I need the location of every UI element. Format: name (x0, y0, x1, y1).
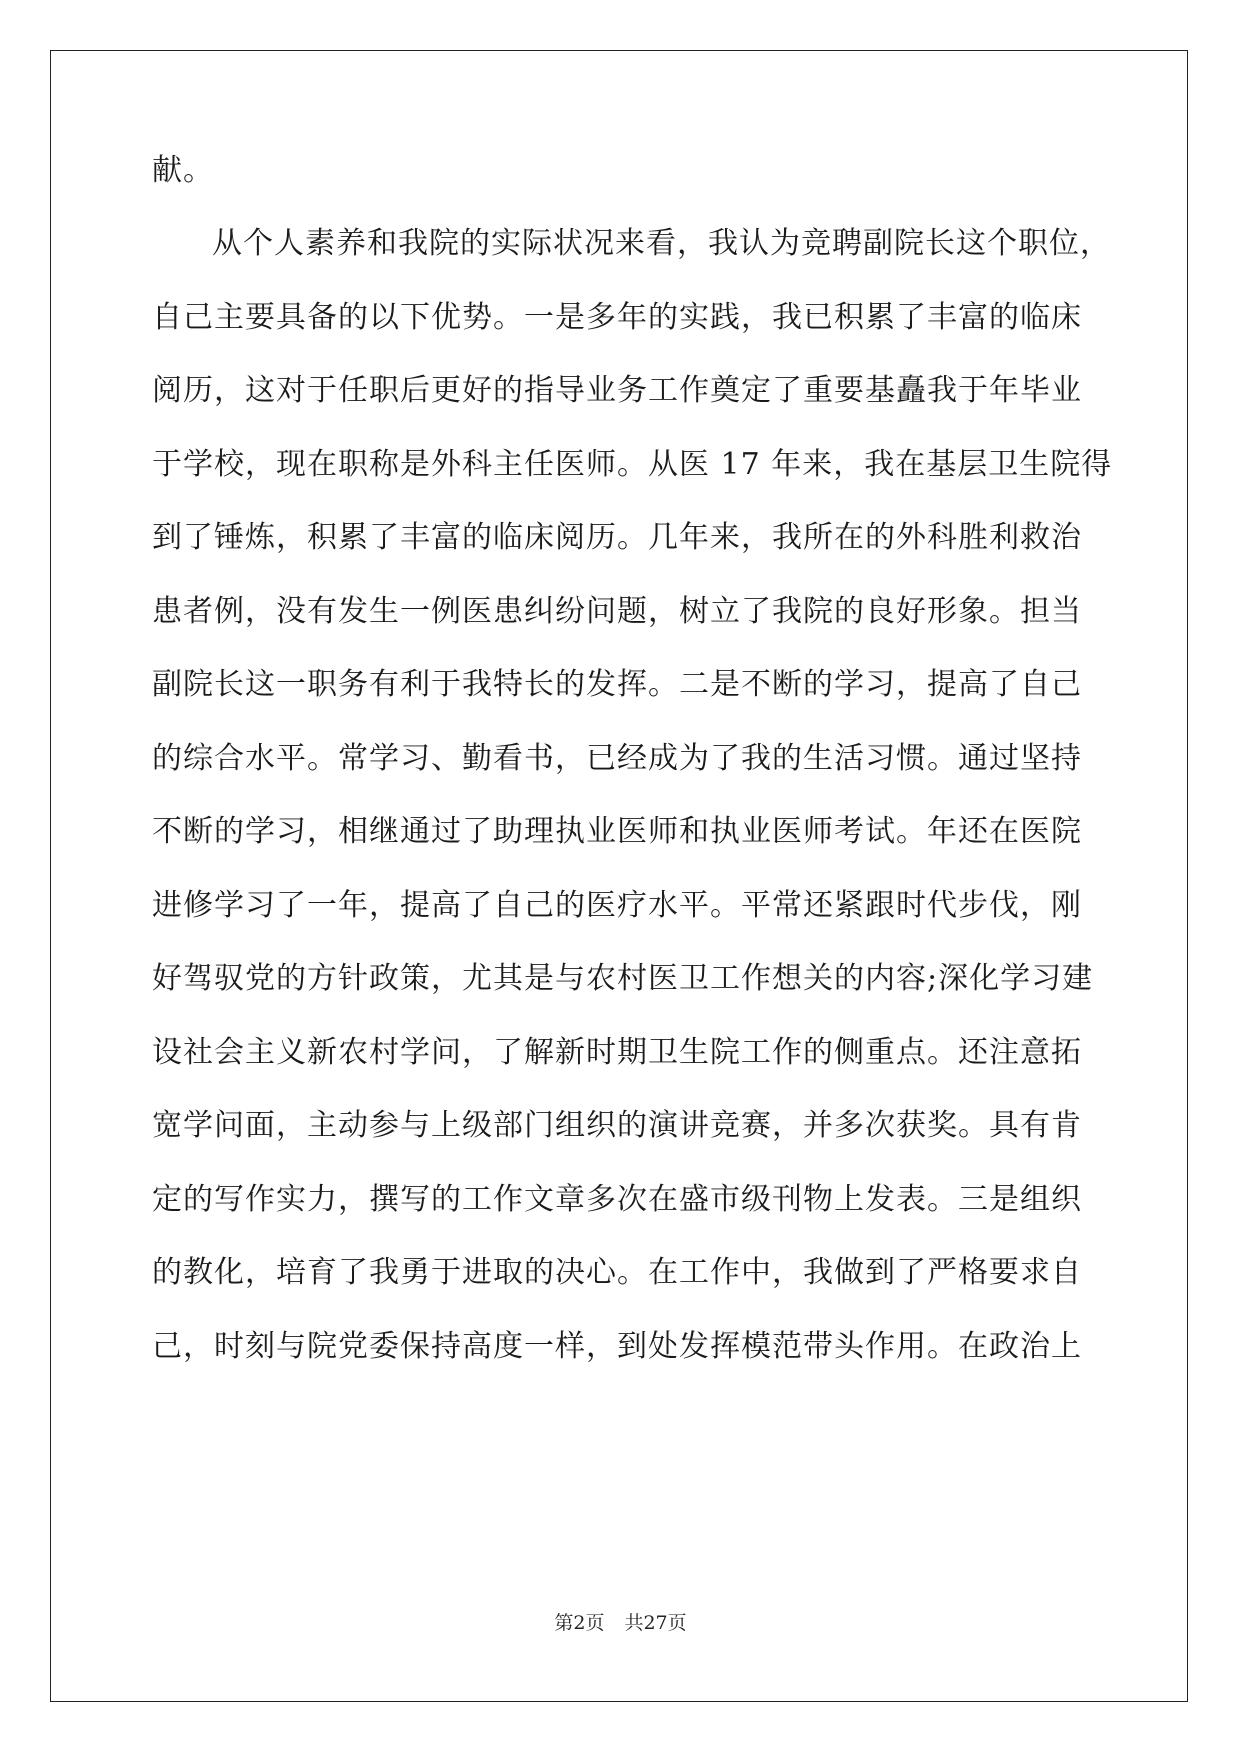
text-line: 副院长这一职务有利于我特长的发挥。二是不断的学习，提高了自己 (152, 667, 1082, 702)
text-line: 宽学问面，主动参与上级部门组织的演讲竞赛，并多次获奖。具有肯 (152, 1108, 1082, 1143)
page-footer (0, 1611, 1241, 1635)
text-line: 的教化，培育了我勇于进取的决心。在工作中，我做到了严格要求自 (152, 1255, 1082, 1290)
text-line: 不断的学习，相继通过了助理执业医师和执业医师考试。年还在医院 (152, 814, 1082, 849)
text-line: 于学校，现在职称是外科主任医师。从医 17 年来，我在基层卫生院得 (152, 447, 1113, 482)
text-line: 患者例，没有发生一例医患纠纷问题，树立了我院的良好形象。担当 (152, 594, 1082, 629)
text-line: 到了锤炼，积累了丰富的临床阅历。几年来，我所在的外科胜利救治 (152, 520, 1082, 555)
text-line: 自己主要具备的以下优势。一是多年的实践，我已积累了丰富的临床 (152, 300, 1082, 335)
text-line: 的综合水平。常学习、勤看书，已经成为了我的生活习惯。通过坚持 (152, 741, 1082, 776)
text-line: 阅历，这对于任职后更好的指导业务工作奠定了重要基矗我于年毕业 (152, 373, 1082, 408)
total-page-count: 共27页 (624, 1612, 687, 1634)
text-line: 己，时刻与院党委保持高度一样，到处发挥模范带头作用。在政治上 (152, 1329, 1082, 1364)
paragraph-start-line: 从个人素养和我院的实际状况来看，我认为竞聘副院长这个职位， (212, 226, 1111, 261)
text-line: 设社会主义新农村学问，了解新时期卫生院工作的侧重点。还注意拓 (152, 1035, 1082, 1070)
text-line: 定的写作实力，撰写的工作文章多次在盛市级刊物上发表。三是组织 (152, 1182, 1082, 1217)
current-page-number: 第2页 (554, 1612, 605, 1634)
text-line: 献。 (152, 153, 214, 188)
text-line: 进修学习了一年，提高了自己的医疗水平。平常还紧跟时代步伐，刚 (152, 888, 1082, 923)
text-line: 好驾驭党的方针政策，尤其是与农村医卫工作想关的内容;深化学习建 (152, 961, 1094, 996)
